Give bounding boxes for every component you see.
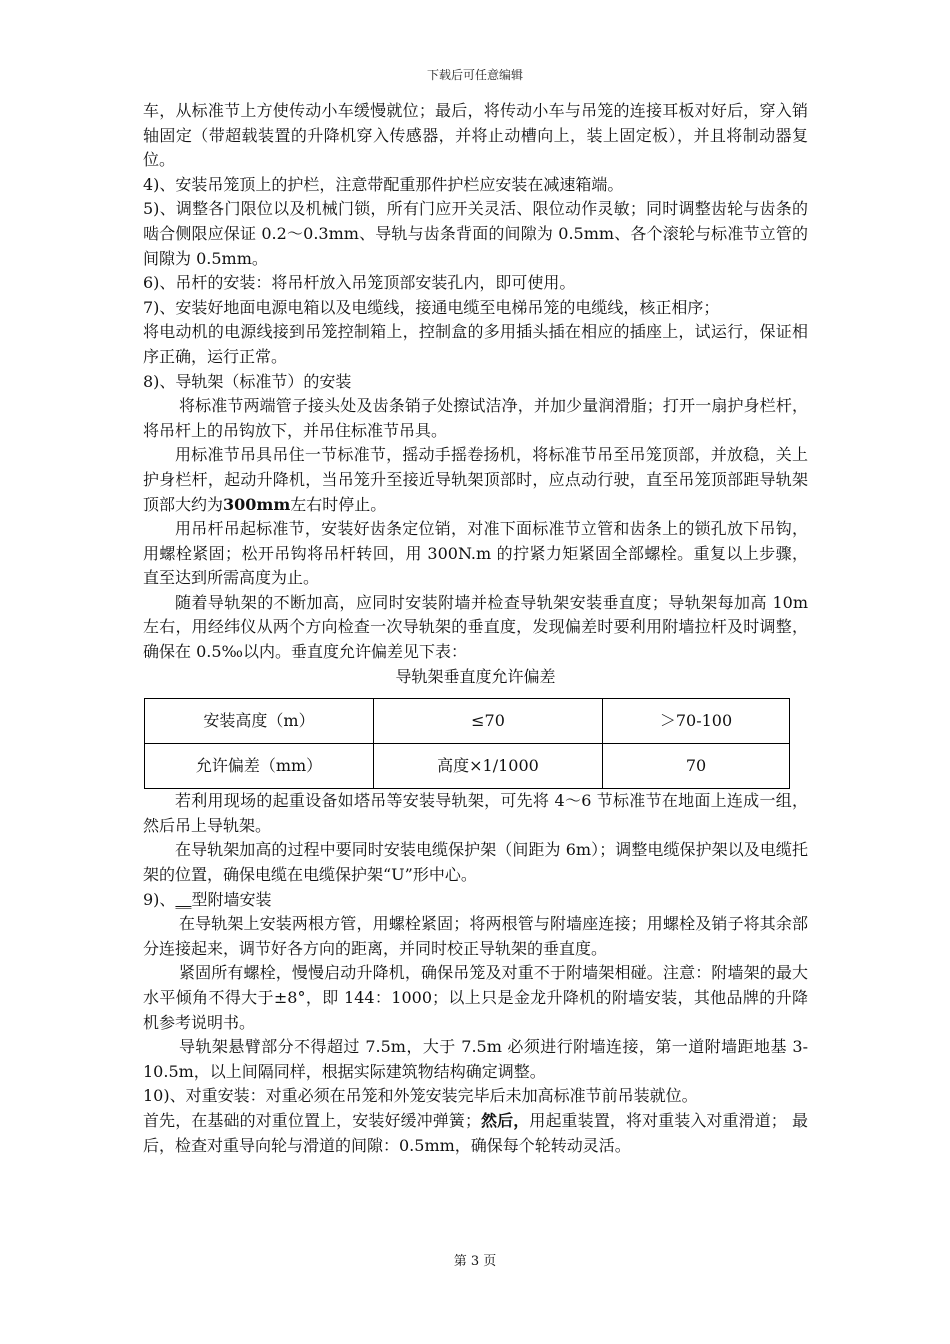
table-cell: 允许偏差（mm） <box>145 744 374 789</box>
page-header: 下载后可任意编辑 <box>426 68 523 82</box>
table-cell: 安装高度（m） <box>145 699 374 744</box>
paragraph: 将标准节两端管子接头处及齿条销子处擦试洁净，并加少量润滑脂；打开一扇护身栏杆，将吊杆上的吊钩放下，并吊住标准节吊具。 <box>143 396 808 440</box>
table-row <box>145 699 790 744</box>
paragraph: 车，从标准节上方使传动小车缓慢就位；最后，将传动小车与吊笼的连接耳板对好后，穿入销轴固定（带超载装置的升降机穿入传感器，并将止动槽向上，装上固定板），并且将制动器复位。 <box>143 101 808 170</box>
paragraph: 6)、吊杆的安装：将吊杆放入吊笼顶部安装孔内，即可使用。 <box>143 273 576 293</box>
paragraph: 随着导轨架的不断加高，应同时安装附墙并检查导轨架安装垂直度；导轨架每加高 10m 左右，用经纬仪从两个方向检查一次导轨架的垂直度，发现偏差时要利用附墙拉杆及时调整，确保在 0.5‰以内。垂直度允许偏差见下表： <box>143 592 808 662</box>
paragraph: 在导轨架加高的过程中要同时安装电缆保护架（间距为 6m）；调整电缆保护架以及电缆托架的位置，确保电缆在电缆保护架“U”形中心。 <box>143 840 808 885</box>
bold-text: 然后， <box>480 1110 530 1130</box>
paragraph: 在导轨架上安装两根方管，用螺栓紧固；将两根管与附墙座连接；用螺栓及销子将其余部分连接起来，调节好各方向的距离，并同时校正导轨架的垂直度。 <box>143 914 808 958</box>
paragraph: 若利用现场的起重设备如塔吊等安装导轨架，可先将 4～6 节标准节在地面上连成一组，然后吊上导轨架。 <box>143 791 808 835</box>
paragraph: 7)、安装好地面电源电箱以及电缆线，接通电缆至电梯吊笼的电缆线，核正相序； <box>143 297 720 317</box>
table-cell: ＞70-100 <box>603 699 790 744</box>
paragraph: 导轨架悬臂部分不得超过 7.5m，大于 7.5m 必须进行附墙连接，第一道附墙距地基 3-10.5m，以上间隔同样，根据实际建筑物结构确定调整。 <box>143 1037 808 1081</box>
table-cell: 高度×1/1000 <box>374 744 603 789</box>
table-caption: 导轨架垂直度允许偏差 <box>395 666 556 686</box>
table-row <box>145 744 790 789</box>
section-heading: 8)、导轨架（标准节）的安装 <box>143 371 352 391</box>
paragraph: 首先，在基础的对重位置上，安装好缓冲弹簧；然后，用起重装置，将对重装入对重滑道； 最后，检查对重导向轮与滑道的间隙：0.5mm，确保每个轮转动灵活。 <box>143 1110 808 1155</box>
document-body <box>143 99 808 1158</box>
section-heading: 10)、对重安装：对重必须在吊笼和外笼安装完毕后未加高标准节前吊装就位。 <box>143 1086 698 1106</box>
table-cell: ≤70 <box>374 699 603 744</box>
paragraph: 5)、调整各门限位以及机械门锁，所有门应开关灵活、限位动作灵敏；同时调整齿轮与齿条的啮合侧限应保证 0.2～0.3mm、导轨与齿条背面的间隙为 0.5mm、各个滚轮与标准节立管的间隙为 0.5mm。 <box>143 199 808 268</box>
section-heading: 9)、__型附墙安装 <box>143 889 272 909</box>
paragraph: 将电动机的电源线接到吊笼控制箱上，控制盒的多用插头插在相应的插座上，试运行，保证相序正确，运行正常。 <box>143 322 808 366</box>
paragraph: 4)、安装吊笼顶上的护栏，注意带配重那件护栏应安装在减速箱端。 <box>143 174 624 194</box>
paragraph: 紧固所有螺栓，慢慢启动升降机，确保吊笼及对重不于附墙架相碰。注意：附墙架的最大水平倾角不得大于±8°，即 144：1000；以上只是金龙升降机的附墙安装，其他品牌的升降机参考说明书。 <box>143 963 808 1032</box>
paragraph: 用吊杆吊起标准节，安装好齿条定位销，对准下面标准节立管和齿条上的锁孔放下吊钩，用螺栓紧固；松开吊钩将吊杆转回，用 300N.m 的拧紧力矩紧固全部螺栓。重复以上步骤，直至达到所需高度为止。 <box>143 519 808 588</box>
bold-value: 300mm <box>223 494 291 514</box>
tolerance-table <box>144 698 790 789</box>
page-number: 第 3 页 <box>453 1254 497 1269</box>
blank-field: __ <box>175 889 192 909</box>
table-cell: 70 <box>603 744 790 789</box>
paragraph: 用标准节吊具吊住一节标准节，摇动手摇卷扬机，将标准节吊至吊笼顶部，并放稳，关上护身栏杆，起动升降机，当吊笼升至接近导轨架顶部时，应点动行驶，直至吊笼顶部距导轨架顶部大约为300mm左右时停止。 <box>143 445 808 514</box>
